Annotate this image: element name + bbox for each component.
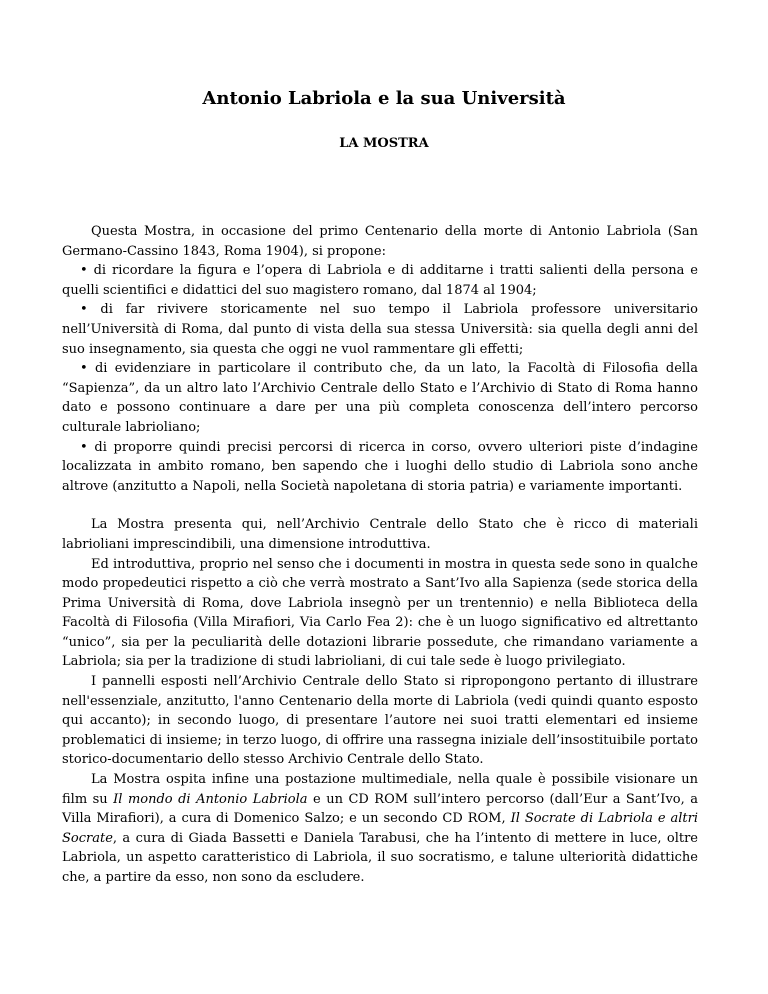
paragraph-multimedia xyxy=(62,770,698,888)
list-item: • di ricordare la figura e l’opera di Labriola e di additarne i tratti salienti della persona e quelli scientifici e didattici del suo magistero romano, dal 1874 al 1904; xyxy=(62,263,698,298)
paragraph: La Mostra presenta qui, nell’Archivio Centrale dello Stato che è ricco di materiali labrioliani imprescindibili, una dimensione introduttiva. xyxy=(62,517,698,552)
document-subtitle: LA MOSTRA xyxy=(339,136,429,151)
paragraph: I pannelli esposti nell’Archivio Centrale dello Stato si ripropongono pertanto di illustrare nell'essenziale, anzitutto, l'anno Centenario della morte di Labriola (vedi quindi quanto esposto qui accanto); in secondo luogo, di presentare l’autore nei suoi tratti elementari ed insieme problematici di insieme; in terzo luogo, di offrire una rassegna iniziale dell’insostituibile portato storico-documentario dello stesso Archivio Centrale dello Stato. xyxy=(62,674,698,768)
paragraph-gap xyxy=(62,496,698,515)
intro-paragraph: Questa Mostra, in occasione del primo Centenario della morte di Antonio Labriola (San Germano-Cassino 1843, Roma 1904), si propone: xyxy=(62,224,698,259)
text-run: , a cura di Giada Bassetti e Daniela Tarabusi, che ha l’intento di mettere in luce, oltre Labriola, un aspetto caratteristico di Labriola, il suo socratismo, e talune ulteriorità didattiche che, a partire da esso, non sono da escludere. xyxy=(62,830,698,885)
list-item: • di far rivivere storicamente nel suo tempo il Labriola professore universitario nell’Università di Roma, dal punto di vista della sua stessa Università: sia quella degli anni del suo insegnamento, sia questa che oggi ne vuol rammentare gli effetti; xyxy=(62,302,698,357)
list-item: • di evidenziare in particolare il contributo che, da un lato, la Facoltà di Filosofia della “Sapienza”, da un altro lato l’Archivio Centrale dello Stato e l’Archivio di Stato di Roma hanno dato e possono continuare a dare per una più completa conoscenza dell’intero percorso culturale labrioliano; xyxy=(62,361,698,435)
text-run: e un CD ROM sull’intero percorso (dall’Eur a Sant’Ivo, a Villa Mirafiori), a cura di Domenico Salzo; e un secondo CD ROM, xyxy=(62,791,698,827)
document-body xyxy=(62,222,698,888)
list-item: • di proporre quindi precisi percorsi di ricerca in corso, ovvero ulteriori piste d’indagine localizzata in ambito romano, ben sapendo che i luoghi dello studio di Labriola sono anche altrove (anzitutto a Napoli, nella Società napoletana di storia patria) e variamente importanti. xyxy=(62,439,698,494)
paragraph: Ed introduttiva, proprio nel senso che i documenti in mostra in questa sede sono in qualche modo propedeutici rispetto a ciò che verrà mostrato a Sant’Ivo alla Sapienza (sede storica della Prima Università di Roma, dove Labriola insegnò per un trentennio) e nella Biblioteca della Facoltà di Filosofia (Villa Mirafiori, Via Carlo Fea 2): che è un luogo significativo ed altrettanto “unico”, sia per la peculiarità delle dotazioni librarie possedute, che rimandano variamente a Labriola; sia per la tradizione di studi labrioliani, di cui tale sede è luogo privilegiato. xyxy=(62,556,698,670)
cd-title: Il Socrate di Labriola e altri Socrate xyxy=(62,811,698,846)
document-title: Antonio Labriola e la sua Università xyxy=(202,88,566,109)
aims-list xyxy=(62,261,698,496)
text-run: La Mostra ospita infine una postazione multimediale, nella quale è possibile visionare un film su xyxy=(62,772,698,807)
film-title: Il mondo di Antonio Labriola xyxy=(113,791,308,807)
